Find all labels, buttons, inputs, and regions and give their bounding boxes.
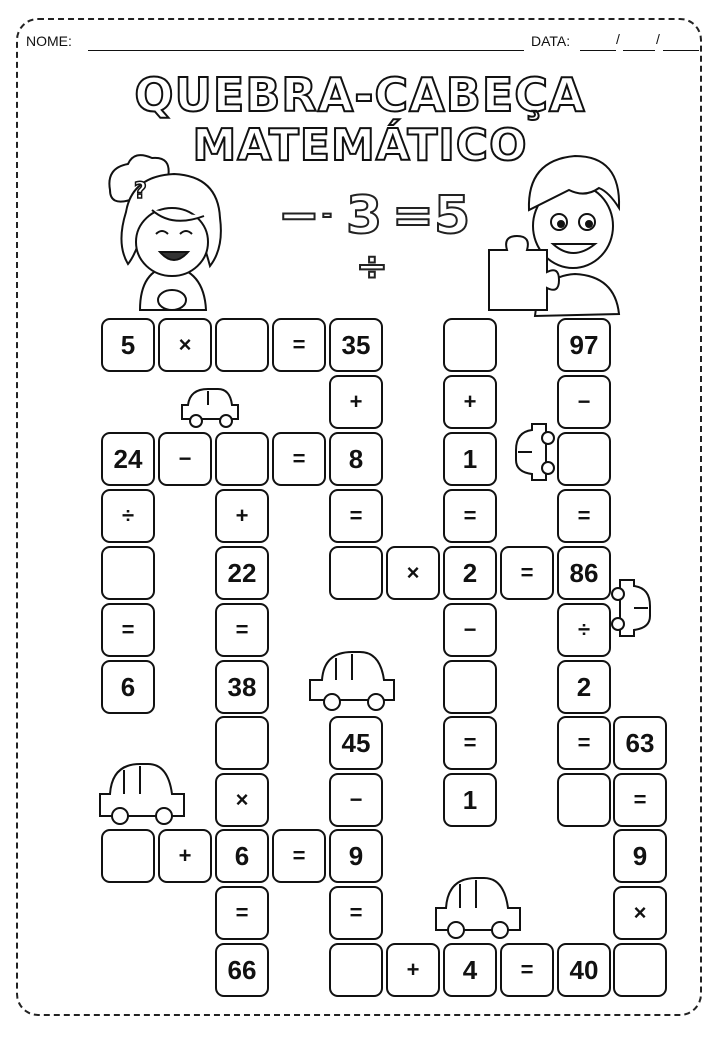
operator-cell: =	[272, 432, 326, 486]
car-icon	[96, 758, 192, 830]
answer-box[interactable]	[443, 318, 497, 372]
number-cell: 9	[613, 829, 667, 883]
operator-cell: =	[215, 603, 269, 657]
decor-three: 3	[346, 186, 383, 246]
operator-cell: +	[158, 829, 212, 883]
car-icon	[608, 578, 656, 642]
operator-cell: ×	[386, 546, 440, 600]
number-cell: 38	[215, 660, 269, 714]
operator-cell: +	[329, 375, 383, 429]
date-separator: /	[656, 31, 660, 47]
operator-cell: =	[443, 716, 497, 770]
number-cell: 6	[215, 829, 269, 883]
number-cell: 4	[443, 943, 497, 997]
operator-cell: =	[272, 829, 326, 883]
answer-box[interactable]	[443, 660, 497, 714]
number-cell: 6	[101, 660, 155, 714]
operator-cell: =	[101, 603, 155, 657]
answer-box[interactable]	[215, 716, 269, 770]
title-line-2: MATEMÁTICO	[192, 120, 528, 171]
answer-box[interactable]	[101, 546, 155, 600]
title-line-1: QUEBRA-CABEÇA	[134, 68, 586, 122]
number-cell: 40	[557, 943, 611, 997]
operator-cell: −	[329, 773, 383, 827]
operator-cell: +	[215, 489, 269, 543]
boy-illustration	[485, 140, 635, 320]
operator-cell: =	[443, 489, 497, 543]
operator-cell: ×	[158, 318, 212, 372]
number-cell: 66	[215, 943, 269, 997]
answer-box[interactable]	[101, 829, 155, 883]
car-icon	[432, 872, 528, 944]
operator-cell: =	[500, 546, 554, 600]
number-cell: 97	[557, 318, 611, 372]
operator-cell: ÷	[557, 603, 611, 657]
car-icon	[178, 383, 242, 431]
answer-box[interactable]	[613, 943, 667, 997]
operator-cell: =	[215, 886, 269, 940]
decor-equals: =	[392, 186, 434, 244]
operator-cell: =	[613, 773, 667, 827]
decor-divide: ÷	[356, 244, 388, 288]
number-cell: 5	[101, 318, 155, 372]
number-cell: 8	[329, 432, 383, 486]
number-cell: 2	[557, 660, 611, 714]
operator-cell: =	[329, 489, 383, 543]
number-cell: 35	[329, 318, 383, 372]
operator-cell: ×	[215, 773, 269, 827]
answer-box[interactable]	[329, 546, 383, 600]
date-year-field[interactable]	[663, 50, 699, 51]
operator-cell: ×	[613, 886, 667, 940]
decor-dash: -	[322, 200, 332, 228]
number-cell: 1	[443, 773, 497, 827]
answer-box[interactable]	[215, 318, 269, 372]
answer-box[interactable]	[557, 773, 611, 827]
number-cell: 24	[101, 432, 155, 486]
date-separator: /	[616, 31, 620, 47]
operator-cell: ÷	[101, 489, 155, 543]
operator-cell: =	[272, 318, 326, 372]
operator-cell: =	[329, 886, 383, 940]
operator-cell: +	[386, 943, 440, 997]
operator-cell: −	[443, 603, 497, 657]
operator-cell: =	[557, 489, 611, 543]
number-cell: 22	[215, 546, 269, 600]
car-icon	[306, 646, 402, 716]
name-field[interactable]	[88, 50, 524, 51]
date-month-field[interactable]	[623, 50, 655, 51]
decor-five: 5	[434, 186, 471, 246]
question-mark: ?	[134, 179, 147, 204]
number-cell: 1	[443, 432, 497, 486]
decor-minus: −	[278, 186, 320, 244]
operator-cell: −	[158, 432, 212, 486]
number-cell: 63	[613, 716, 667, 770]
operator-cell: −	[557, 375, 611, 429]
name-label: NOME:	[26, 33, 72, 49]
answer-box[interactable]	[215, 432, 269, 486]
number-cell: 2	[443, 546, 497, 600]
girl-illustration	[100, 150, 250, 320]
answer-box[interactable]	[329, 943, 383, 997]
car-icon	[510, 422, 558, 486]
operator-cell: +	[443, 375, 497, 429]
operator-cell: =	[500, 943, 554, 997]
number-cell: 86	[557, 546, 611, 600]
date-day-field[interactable]	[580, 50, 616, 51]
date-label: DATA:	[531, 33, 571, 49]
number-cell: 9	[329, 829, 383, 883]
answer-box[interactable]	[557, 432, 611, 486]
number-cell: 45	[329, 716, 383, 770]
operator-cell: =	[557, 716, 611, 770]
